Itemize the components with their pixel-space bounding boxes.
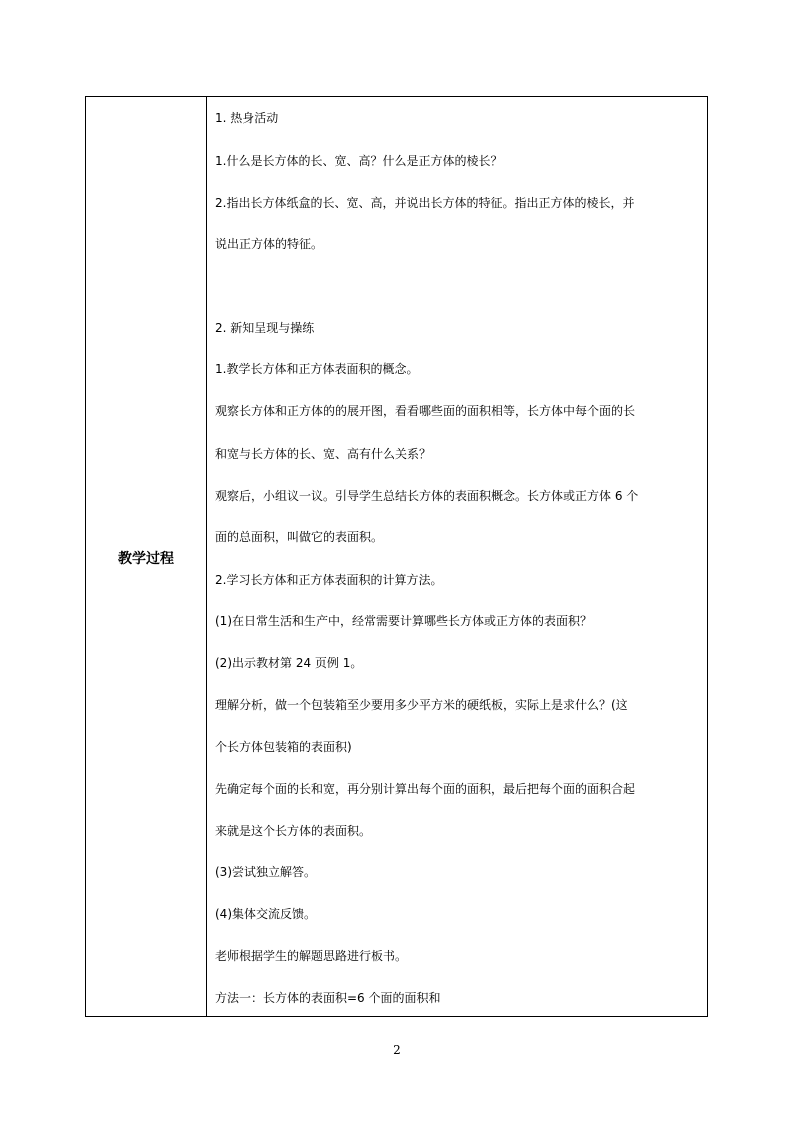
content-line: (4)集体交流反馈。 xyxy=(215,907,316,921)
table-content-cell xyxy=(207,97,707,1016)
content-line: 老师根据学生的解题思路进行板书。 xyxy=(215,949,408,963)
content-line: 观察长方体和正方体的的展开图，看看哪些面的面积相等，长方体中每个面的长 xyxy=(215,404,636,418)
content-line: 先确定每个面的长和宽，再分别计算出每个面的面积，最后把每个面的面积合起 xyxy=(215,782,636,796)
content-line: (3)尝试独立解答。 xyxy=(215,865,316,879)
content-line: (2)出示教材第 24 页例 1。 xyxy=(215,656,363,670)
content-line: 1.教学长方体和正方体表面积的概念。 xyxy=(215,362,419,376)
table-label-cell xyxy=(86,97,207,1016)
content-line: 理解分析，做一个包装箱至少要用多少平方米的硬纸板，实际上是求什么？(这 xyxy=(215,698,628,712)
lesson-table xyxy=(85,96,708,1017)
content-line: 方法一：长方体的表面积=6 个面的面积和 xyxy=(215,991,441,1005)
content-line: 观察后，小组议一议。引导学生总结长方体的表面积概念。长方体或正方体 6 个 xyxy=(215,489,639,503)
content-line: 和宽与长方体的长、宽、高有什么关系？ xyxy=(215,447,432,461)
page-number: 2 xyxy=(393,1043,401,1057)
content-line: 1. 热身活动 xyxy=(215,111,279,125)
content-line: (1)在日常生活和生产中，经常需要计算哪些长方体或正方体的表面积？ xyxy=(215,614,593,628)
content-line: 2.指出长方体纸盒的长、宽、高，并说出长方体的特征。指出正方体的棱长，并 xyxy=(215,196,635,210)
content-line: 个长方体包装箱的表面积) xyxy=(215,740,352,754)
content-line: 2. 新知呈现与操练 xyxy=(215,321,315,335)
content-line: 说出正方体的特征。 xyxy=(215,237,324,251)
section-label: 教学过程 xyxy=(118,551,174,567)
content-line: 1.什么是长方体的长、宽、高？什么是正方体的棱长？ xyxy=(215,154,503,168)
content-line: 来就是这个长方体的表面积。 xyxy=(215,824,372,838)
content-line: 面的总面积，叫做它的表面积。 xyxy=(215,530,384,544)
content-line: 2.学习长方体和正方体表面积的计算方法。 xyxy=(215,573,443,587)
